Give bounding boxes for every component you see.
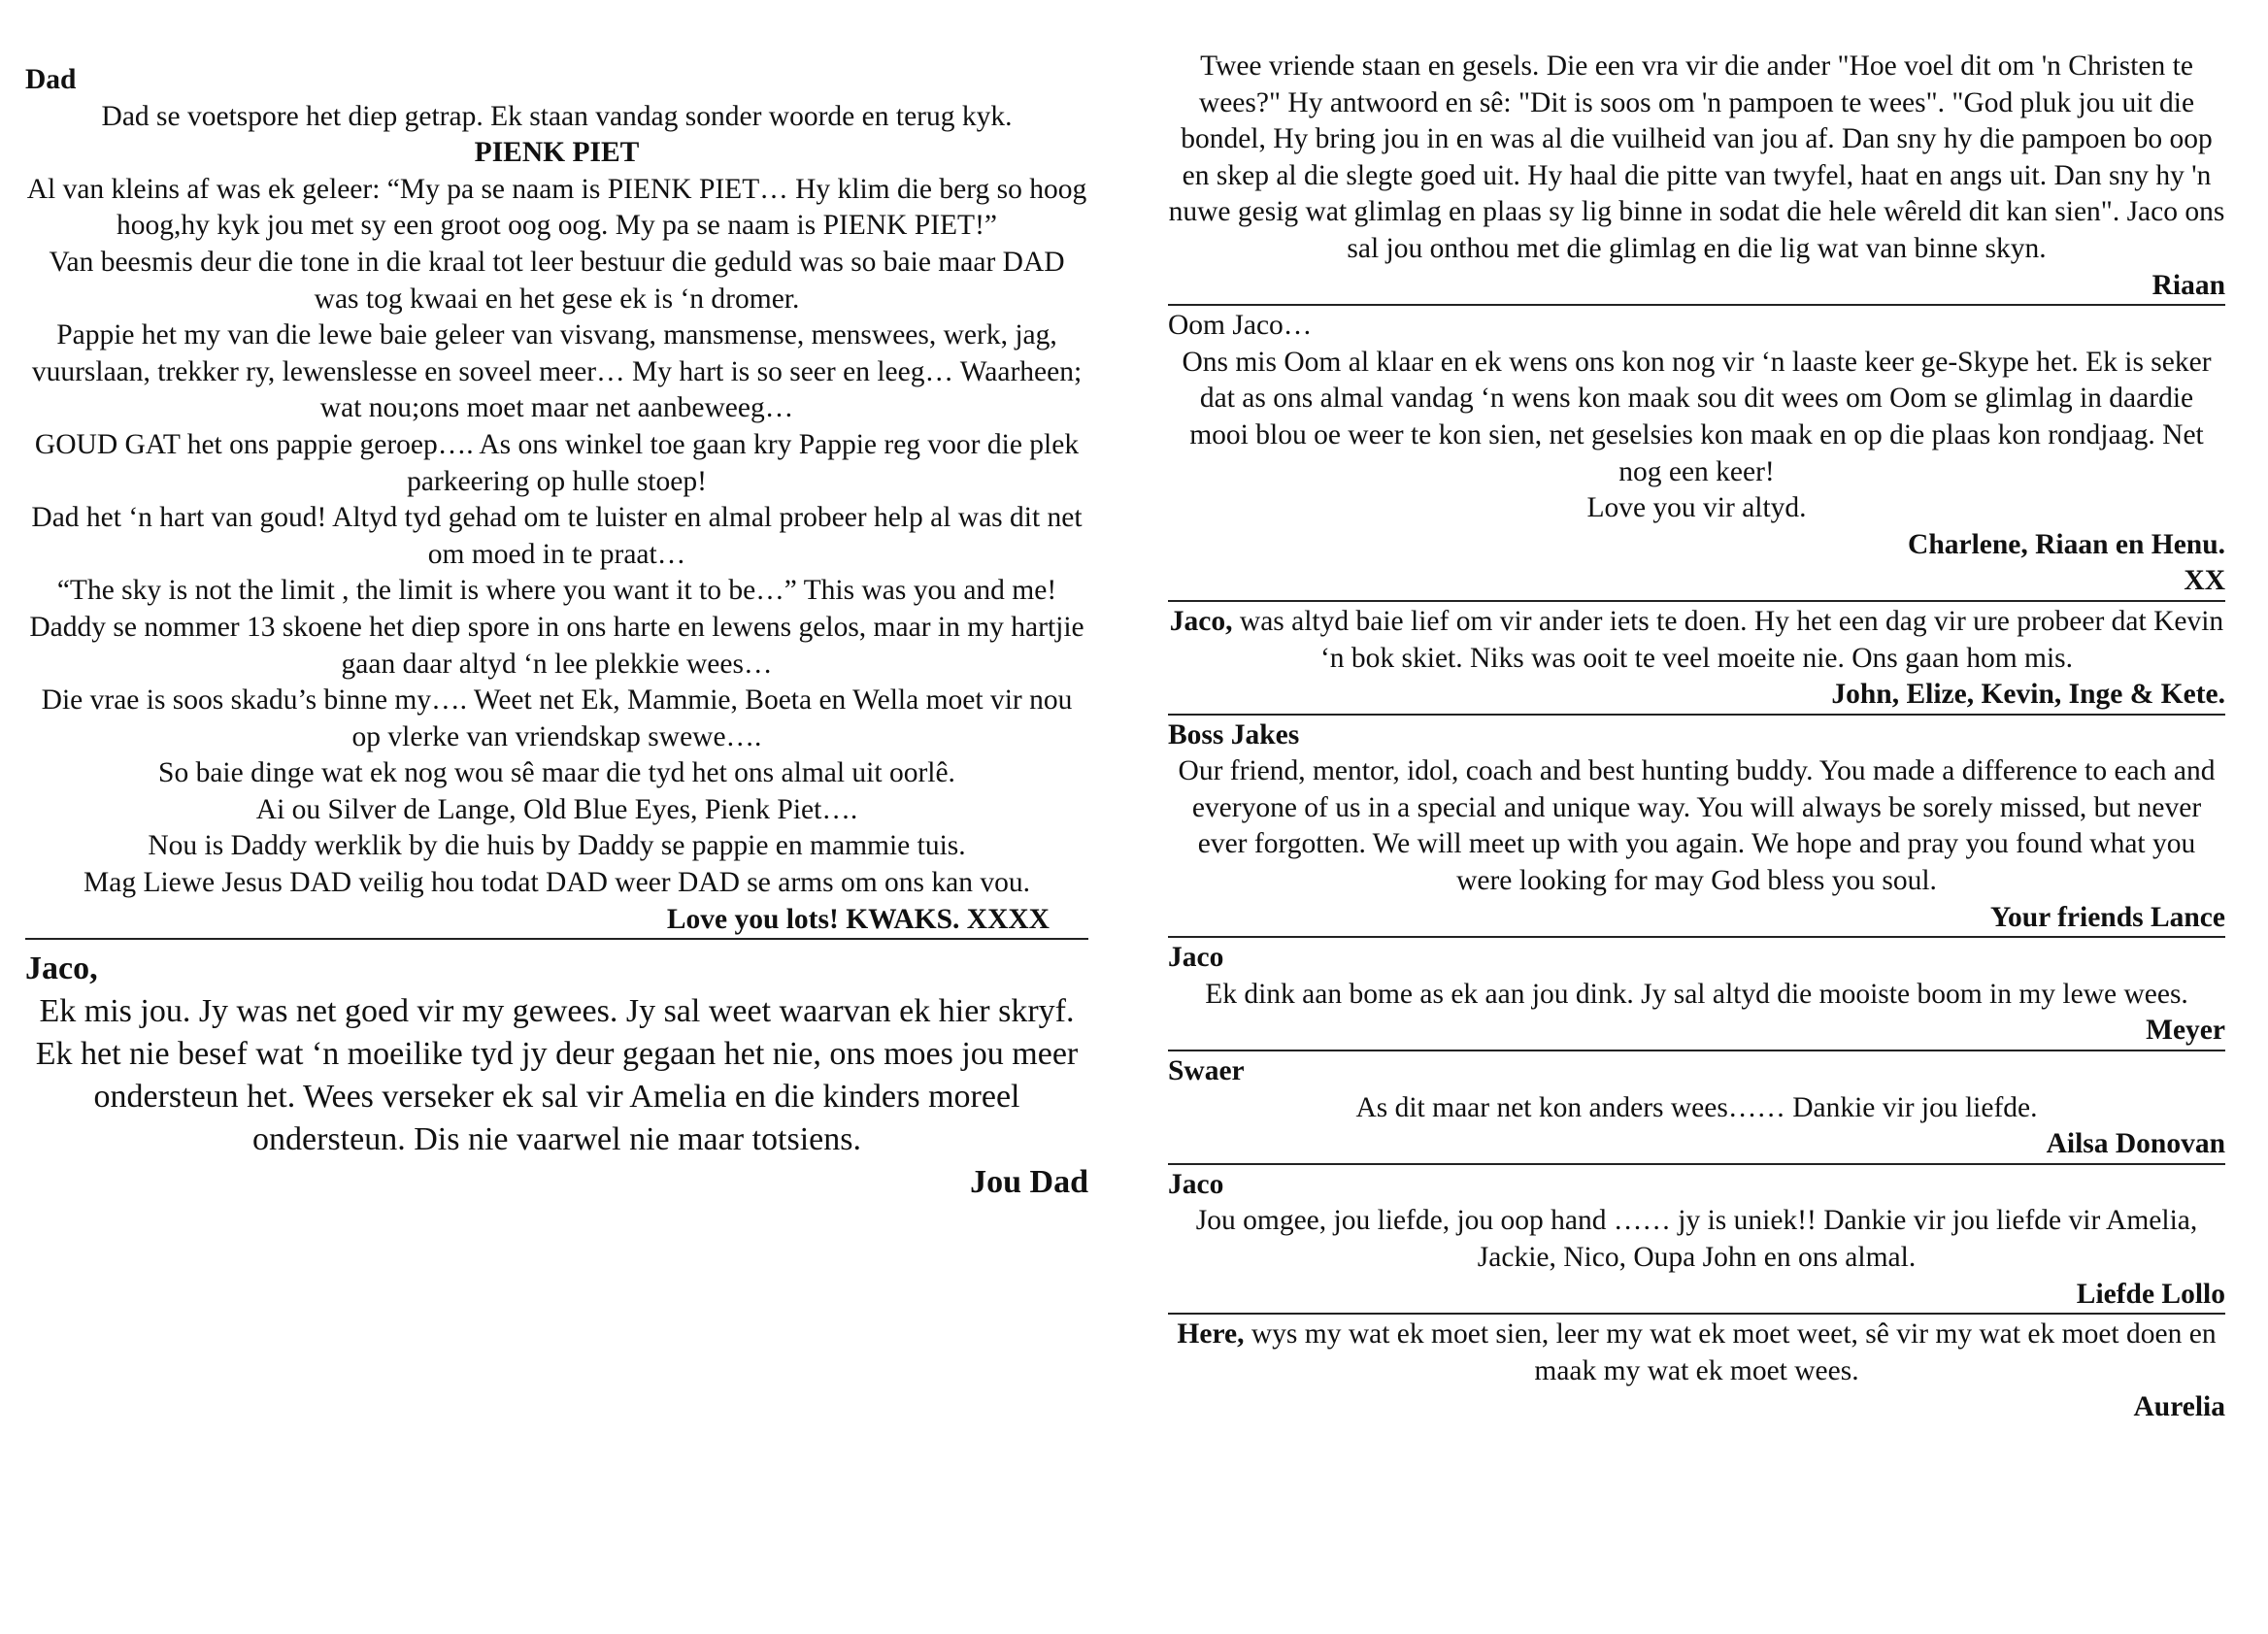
- love-you-line: Love you vir altyd.: [1586, 492, 1807, 524]
- meyer-signature: Meyer: [2146, 1015, 2225, 1047]
- tribute-line-7: Dad het ‘n hart van goud! Altyd tyd gehad om te luister en almal probeer help al was dit net om moed in te praat…: [31, 502, 1083, 570]
- pumpkin-text: Twee vriende staan en gesels. Die een vra vir die ander "Hoe voel dit om 'n Christen te wees?" Hy antwoord en sê: "Dit is soos om 'n pampoen te wees". "God pluk jou uit die bondel, Hy bring jou in en was al die vuilheid van jou af. Dan sny hy die pampoen bo oop en skep al die slegte goed uit. Hy haal die pitte van twyfel, haat en angs uit. Dan sny hy 'n nuwe gesig wat glimlag en plaas sy lig binne in sodat die hele wêreld dit kan sien". Jaco ons sal jou onthou met die glimlag en die lig wat van binne skyn.: [1168, 50, 2225, 264]
- jou-dad-signature: Jou Dad: [970, 1164, 1088, 1201]
- jaco-kevin-text: was altyd baie lief om vir ander iets te doen. Hy het een dag vir ure probeer dat Kevin ‘n bok skiet. Niks was ooit te veel moeite nie. Ons gaan hom mis.: [1232, 605, 2224, 674]
- oom-jaco-text: Ons mis Oom al klaar en ek wens ons kon nog vir ‘n laaste keer ge-Skype het. Ek is seker dat as ons almal vandag ‘n wens kon maak sou dit wees om Oom se glimlag in daardie mooi blou oe weer te kon sien, net geselsies kon maak en op die plaas kon rondjaag. Net nog een keer!: [1182, 346, 2212, 487]
- aurelia-signature: Aurelia: [2133, 1391, 2225, 1423]
- pumpkin-message: [1168, 49, 2225, 304]
- oom-jaco-message: [1168, 306, 2225, 600]
- dad-heading: Dad: [25, 64, 77, 95]
- swaer-heading: Swaer: [1168, 1055, 1245, 1087]
- jaco-trees-heading: Jaco: [1168, 942, 1224, 974]
- jaco-kevin-message: [1168, 602, 2225, 714]
- right-page: [1131, 0, 2268, 1634]
- boss-jakes-text: Our friend, mentor, idol, coach and best hunting buddy. You made a difference to each and everyone of us in a special and unique way. You will always be sorely missed, but never ever forgotten. We will meet up with you again. We hope and pray you found what you were looking for may God bless you soul.: [1178, 755, 2216, 897]
- pienk-piet-title: PIENK PIET: [474, 137, 640, 169]
- tribute-line-14: Mag Liewe Jesus DAD veilig hou todat DAD weer DAD se arms om ons kan vou.: [83, 867, 1030, 899]
- left-page: [0, 0, 1131, 1634]
- boss-jakes-message: [1168, 716, 2225, 937]
- tribute-line-5: Pappie het my van die lewe baie geleer van visvang, mansmense, menswees, werk, jag, vuurslaan, trekker ry, lewenslesse en soveel meer… My hart is so seer en leeg… Waarheen; wat nou;ons moet maar net aanbeweeg…: [31, 319, 1083, 424]
- tribute-line-12: Ai ou Silver de Lange, Old Blue Eyes, Pienk Piet….: [255, 793, 858, 825]
- tribute-line-1: Dad se voetspore het diep getrap. Ek staan vandag sonder woorde en terug kyk.: [101, 100, 1013, 132]
- dad-tribute: [25, 62, 1088, 938]
- jaco-letter-heading: Jaco,: [25, 950, 98, 987]
- jaco-trees-message: [1168, 938, 2225, 1050]
- kwaks-signature: Love you lots! KWAKS. XXXX: [666, 903, 1050, 935]
- jaco-kevin-lead: Jaco,: [1169, 605, 1233, 637]
- here-prayer: [1168, 1315, 2225, 1426]
- ailsa-signature: Ailsa Donovan: [2046, 1128, 2225, 1160]
- boss-jakes-heading: Boss Jakes: [1168, 718, 1300, 750]
- jaco-love-message: [1168, 1165, 2225, 1313]
- swaer-text: As dit maar net kon anders wees…… Dankie vir jou liefde.: [1355, 1091, 2038, 1123]
- tribute-line-13: Nou is Daddy werklik by die huis by Daddy se pappie en mammie tuis.: [148, 830, 966, 862]
- tribute-line-3: Al van kleins af was ek geleer: “My pa se naam is PIENK PIET… Hy klim die berg so hoog hoog,hy kyk jou met sy een groot oog oog. My pa se naam is PIENK PIET!”: [26, 173, 1087, 242]
- riaan-signature: Riaan: [2151, 269, 2225, 301]
- jaco-love-text: Jou omgee, jou liefde, jou oop hand …… jy is uniek!! Dankie vir jou liefde vir Amelia, Jackie, Nico, Oupa John en ons almal.: [1195, 1205, 2198, 1273]
- oom-jaco-heading: Oom Jaco…: [1168, 310, 1313, 342]
- tribute-line-9: Daddy se nommer 13 skoene het diep spore in ons harte en lewens gelos, maar in my hartjie gaan daar altyd ‘n lee plekkie wees…: [29, 611, 1084, 680]
- tribute-line-10: Die vrae is soos skadu’s binne my…. Weet net Ek, Mammie, Boeta en Wella moet vir nou op vlerke van vriendskap swewe….: [41, 684, 1073, 752]
- swaer-message: [1168, 1051, 2225, 1163]
- tribute-line-11: So baie dinge wat ek nog wou sê maar die tyd het ons almal uit oorlê.: [158, 757, 955, 789]
- here-prayer-paragraph: [1168, 1317, 2225, 1389]
- here-prayer-lead: Here,: [1177, 1318, 1245, 1351]
- lance-signature: Your friends Lance: [1989, 901, 2225, 933]
- tribute-line-8: “The sky is not the limit , the limit is where you want it to be…” This was you and me!: [56, 575, 1057, 607]
- lollo-signature: Liefde Lollo: [2076, 1278, 2225, 1310]
- here-prayer-text: wys my wat ek moet sien, leer my wat ek moet weet, sê vir my wat ek moet doen en maak my wat ek moet wees.: [1244, 1318, 2217, 1386]
- tribute-line-4: Van beesmis deur die tone in die kraal tot leer bestuur die geduld was so baie maar DAD was tog kwaai en het gese ek is ‘n dromer.: [49, 246, 1065, 315]
- jaco-trees-text: Ek dink aan bome as ek aan jou dink. Jy sal altyd die mooiste boom in my lewe wees.: [1205, 978, 2188, 1010]
- jaco-love-heading: Jaco: [1168, 1168, 1224, 1200]
- jaco-letter: [25, 940, 1088, 1204]
- charlene-signature: Charlene, Riaan en Henu.: [1908, 528, 2225, 560]
- tribute-line-6: GOUD GAT het ons pappie geroep…. As ons winkel toe gaan kry Pappie reg voor die plek parkeering op hulle stoep!: [34, 428, 1080, 497]
- xx-signature: XX: [2184, 565, 2225, 597]
- jaco-kevin-paragraph: [1168, 604, 2225, 677]
- john-elize-signature: John, Elize, Kevin, Inge & Kete.: [1831, 679, 2225, 711]
- jaco-letter-text: Ek mis jou. Jy was net goed vir my gewees. Jy sal weet waarvan ek hier skryf. Ek het nie besef wat ‘n moeilike tyd jy deur gegaan het nie, ons moes jou meer ondersteun het. Wees verseker ek sal vir Amelia en die kinders moreel ondersteun. Dis nie vaarwel nie maar totsiens.: [35, 993, 1079, 1158]
